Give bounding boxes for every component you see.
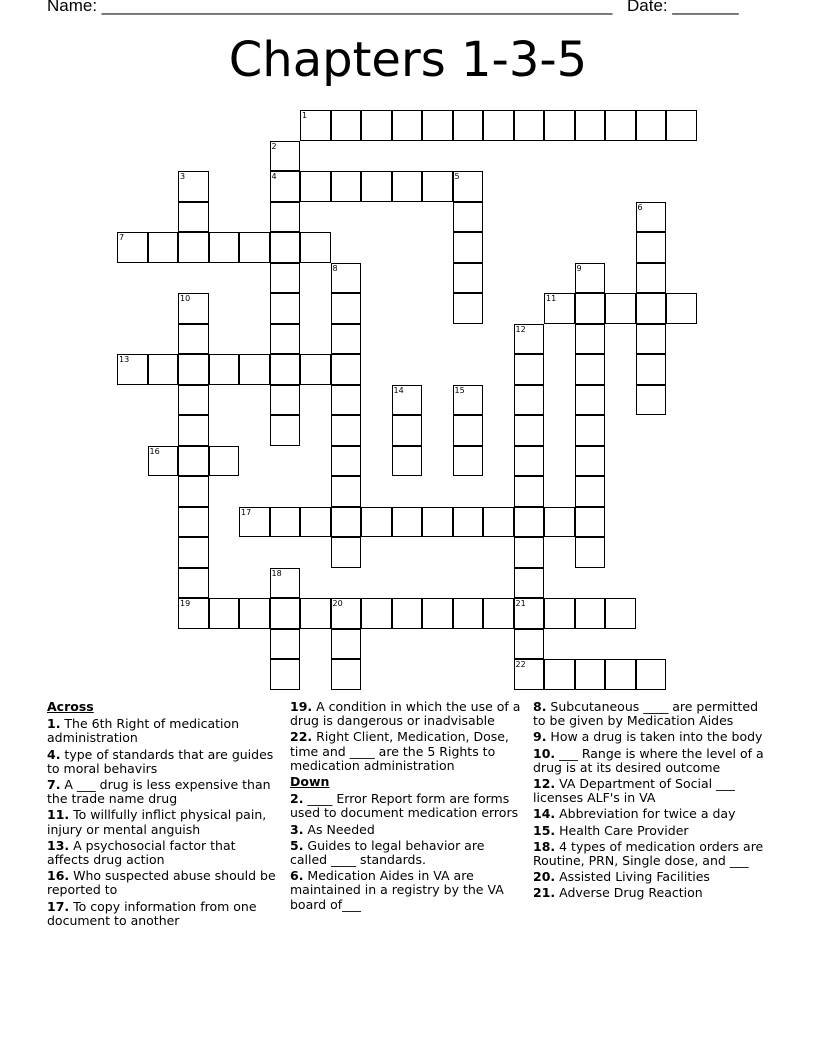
grid-cell[interactable] bbox=[453, 415, 484, 446]
grid-cell[interactable] bbox=[270, 598, 301, 629]
grid-cell[interactable] bbox=[575, 659, 606, 690]
clue-item-text: Assisted Living Facilities bbox=[555, 869, 710, 885]
clue-item-number: 22. bbox=[290, 729, 313, 745]
clue-item-number: 19. bbox=[290, 699, 313, 714]
grid-cell[interactable] bbox=[270, 324, 301, 355]
grid-cell[interactable] bbox=[270, 415, 301, 446]
grid-cell[interactable] bbox=[575, 385, 606, 416]
grid-cell[interactable] bbox=[361, 598, 392, 629]
grid-cell[interactable] bbox=[636, 293, 667, 324]
grid-cell[interactable] bbox=[270, 141, 301, 172]
grid-cell[interactable] bbox=[392, 110, 423, 141]
clue-item-text: Who suspected abuse should be reported to bbox=[47, 868, 276, 898]
clue-item bbox=[533, 824, 769, 838]
grid-cell[interactable] bbox=[331, 629, 362, 660]
grid-cell[interactable] bbox=[270, 629, 301, 660]
clue-item-text: VA Department of Social ___ licenses ALF's in VA bbox=[533, 776, 735, 806]
grid-cell[interactable] bbox=[636, 385, 667, 416]
clue-item-number: 17. bbox=[47, 898, 70, 914]
clue-item bbox=[290, 730, 522, 773]
grid-cell[interactable] bbox=[270, 568, 301, 599]
clue-item-text: To willfully inflict physical pain, injury or mental anguish bbox=[47, 807, 267, 837]
grid-cell[interactable] bbox=[300, 232, 331, 263]
clue-item-text: Subcutaneous ____ are permitted to be given by Medication Aides bbox=[533, 699, 759, 729]
clue-item-text: Right Client, Medication, Dose, time and ____ are the 5 Rights to medication administration bbox=[290, 729, 509, 773]
grid-cell[interactable] bbox=[636, 354, 667, 385]
clue-item-number: 5. bbox=[290, 837, 304, 853]
clue-item bbox=[47, 717, 279, 745]
grid-cell[interactable] bbox=[575, 507, 606, 538]
grid-cell[interactable] bbox=[666, 110, 697, 141]
grid-cell[interactable] bbox=[331, 537, 362, 568]
clue-number: 20 bbox=[332, 599, 343, 608]
grid-cell[interactable] bbox=[270, 354, 301, 385]
clue-item-text: A psychosocial factor that affects drug action bbox=[47, 837, 236, 868]
grid-cell[interactable] bbox=[148, 232, 179, 263]
grid-cell[interactable] bbox=[148, 354, 179, 385]
grid-cell[interactable] bbox=[117, 354, 148, 385]
grid-cell[interactable] bbox=[453, 507, 484, 538]
grid-cell[interactable] bbox=[453, 263, 484, 294]
grid-cell[interactable] bbox=[300, 171, 331, 202]
clue-number: 2 bbox=[271, 141, 277, 151]
grid-cell[interactable] bbox=[514, 598, 545, 629]
grid-cell[interactable] bbox=[270, 507, 301, 538]
grid-cell[interactable] bbox=[544, 507, 575, 538]
grid-cell[interactable] bbox=[178, 202, 209, 233]
grid-cell[interactable] bbox=[544, 598, 575, 629]
grid-cell[interactable] bbox=[575, 110, 606, 141]
clues-column-2 bbox=[290, 700, 522, 914]
grid-cell[interactable] bbox=[453, 232, 484, 263]
grid-cell[interactable] bbox=[178, 537, 209, 568]
grid-cell[interactable] bbox=[331, 385, 362, 416]
clue-number: 9 bbox=[576, 263, 582, 273]
clue-number: 17 bbox=[241, 507, 252, 517]
grid-cell[interactable] bbox=[270, 293, 301, 324]
grid-cell[interactable] bbox=[514, 324, 545, 355]
grid-cell[interactable] bbox=[239, 354, 270, 385]
clue-item bbox=[533, 886, 769, 900]
grid-cell[interactable] bbox=[636, 110, 667, 141]
grid-cell[interactable] bbox=[178, 232, 209, 263]
grid-cell[interactable] bbox=[239, 598, 270, 629]
grid-cell[interactable] bbox=[605, 598, 636, 629]
clue-item bbox=[533, 807, 769, 821]
grid-cell[interactable] bbox=[392, 385, 423, 416]
grid-cell[interactable] bbox=[636, 324, 667, 355]
grid-cell[interactable] bbox=[575, 293, 606, 324]
grid-cell[interactable] bbox=[178, 476, 209, 507]
clue-item-number: 18. bbox=[533, 838, 556, 854]
clue-item bbox=[290, 700, 522, 728]
grid-cell[interactable] bbox=[178, 385, 209, 416]
clue-item-number: 12. bbox=[533, 776, 556, 792]
clue-item bbox=[533, 777, 769, 805]
puzzle-title: Chapters 1-3-5 bbox=[228, 32, 588, 88]
grid-cell[interactable] bbox=[514, 354, 545, 385]
grid-cell[interactable] bbox=[575, 263, 606, 294]
clue-item-text: Guides to legal behavior are called ____ standards. bbox=[290, 837, 485, 868]
clue-number: 6 bbox=[637, 202, 643, 212]
clue-item-number: 11. bbox=[47, 807, 70, 823]
grid-cell[interactable] bbox=[483, 507, 514, 538]
grid-cell[interactable] bbox=[270, 171, 301, 202]
grid-cell[interactable] bbox=[483, 598, 514, 629]
clue-item-text: Abbreviation for twice a day bbox=[555, 806, 736, 822]
grid-cell[interactable] bbox=[575, 598, 606, 629]
grid-cell[interactable] bbox=[178, 293, 209, 324]
clue-item-number: 3. bbox=[290, 821, 304, 837]
clue-item-number: 1. bbox=[47, 716, 61, 732]
clue-number: 15 bbox=[454, 385, 465, 395]
grid-cell[interactable] bbox=[148, 446, 179, 477]
clue-item-text: Medication Aides in VA are maintained in a registry by the VA board of___ bbox=[290, 868, 504, 912]
grid-cell[interactable] bbox=[514, 629, 545, 660]
grid-cell[interactable] bbox=[514, 476, 545, 507]
grid-cell[interactable] bbox=[392, 446, 423, 477]
grid-cell[interactable] bbox=[453, 385, 484, 416]
grid-cell[interactable] bbox=[392, 507, 423, 538]
grid-cell[interactable] bbox=[300, 598, 331, 629]
clue-item-text: ___ Range is where the level of a drug is at its desired outcome bbox=[533, 745, 764, 775]
clue-number: 10 bbox=[180, 294, 191, 303]
grid-cell[interactable] bbox=[300, 507, 331, 538]
clue-item-number: 6. bbox=[290, 868, 304, 884]
grid-cell[interactable] bbox=[331, 110, 362, 141]
grid-cell[interactable] bbox=[636, 232, 667, 263]
clue-number: 3 bbox=[180, 172, 186, 181]
grid-cell[interactable] bbox=[605, 659, 636, 690]
grid-cell[interactable] bbox=[331, 446, 362, 477]
grid-cell[interactable] bbox=[361, 110, 392, 141]
clue-item-number: 15. bbox=[533, 822, 556, 838]
clue-item bbox=[47, 839, 279, 867]
clue-item-number: 14. bbox=[533, 806, 556, 822]
grid-cell[interactable] bbox=[178, 324, 209, 355]
grid-cell[interactable] bbox=[605, 293, 636, 324]
grid-cell[interactable] bbox=[575, 354, 606, 385]
grid-cell[interactable] bbox=[209, 232, 240, 263]
grid-cell[interactable] bbox=[575, 324, 606, 355]
grid-cell[interactable] bbox=[575, 537, 606, 568]
grid-cell[interactable] bbox=[392, 598, 423, 629]
grid-cell[interactable] bbox=[178, 598, 209, 629]
grid-cell[interactable] bbox=[178, 171, 209, 202]
grid-cell[interactable] bbox=[422, 110, 453, 141]
clue-item-number: 8. bbox=[533, 699, 547, 714]
grid-cell[interactable] bbox=[270, 263, 301, 294]
grid-cell[interactable] bbox=[514, 385, 545, 416]
clue-item bbox=[533, 700, 769, 728]
grid-cell[interactable] bbox=[514, 659, 545, 690]
grid-cell[interactable] bbox=[331, 171, 362, 202]
grid-cell[interactable] bbox=[605, 110, 636, 141]
grid-cell[interactable] bbox=[453, 202, 484, 233]
grid-cell[interactable] bbox=[178, 354, 209, 385]
grid-cell[interactable] bbox=[239, 232, 270, 263]
grid-cell[interactable] bbox=[331, 354, 362, 385]
clue-item bbox=[47, 778, 279, 806]
grid-cell[interactable] bbox=[453, 293, 484, 324]
grid-cell[interactable] bbox=[514, 507, 545, 538]
grid-cell[interactable] bbox=[636, 202, 667, 233]
clue-item-number: 20. bbox=[533, 869, 556, 885]
grid-cell[interactable] bbox=[300, 354, 331, 385]
clue-number: 19 bbox=[180, 599, 191, 608]
grid-cell[interactable] bbox=[178, 568, 209, 599]
grid-cell[interactable] bbox=[483, 110, 514, 141]
grid-cell[interactable] bbox=[453, 446, 484, 477]
clue-number: 11 bbox=[546, 294, 557, 303]
clue-number: 16 bbox=[149, 446, 160, 456]
clue-item bbox=[290, 839, 522, 867]
grid-cell[interactable] bbox=[422, 598, 453, 629]
grid-cell[interactable] bbox=[636, 263, 667, 294]
clue-number: 4 bbox=[271, 172, 277, 181]
grid-cell[interactable] bbox=[178, 415, 209, 446]
clue-item bbox=[533, 730, 769, 744]
clue-item-number: 9. bbox=[533, 729, 547, 745]
grid-cell[interactable] bbox=[544, 293, 575, 324]
clue-item bbox=[290, 792, 522, 820]
grid-cell[interactable] bbox=[331, 659, 362, 690]
across-heading: Across bbox=[47, 699, 94, 714]
clue-number: 14 bbox=[393, 385, 404, 395]
clue-number: 8 bbox=[332, 263, 338, 273]
grid-cell[interactable] bbox=[270, 385, 301, 416]
grid-cell[interactable] bbox=[544, 659, 575, 690]
clues-column-3 bbox=[533, 700, 769, 903]
grid-cell[interactable] bbox=[544, 110, 575, 141]
clue-item-number: 13. bbox=[47, 837, 70, 853]
grid-cell[interactable] bbox=[117, 232, 148, 263]
grid-cell[interactable] bbox=[575, 415, 606, 446]
grid-cell[interactable] bbox=[178, 507, 209, 538]
clue-number: 22 bbox=[515, 660, 526, 669]
clue-item-text: Health Care Provider bbox=[555, 822, 689, 838]
grid-cell[interactable] bbox=[331, 598, 362, 629]
grid-cell[interactable] bbox=[239, 507, 270, 538]
clue-item bbox=[533, 840, 769, 868]
clue-item-text: A condition in which the use of a drug is dangerous or inadvisable bbox=[290, 699, 521, 729]
grid-cell[interactable] bbox=[392, 415, 423, 446]
grid-cell[interactable] bbox=[270, 202, 301, 233]
clue-item-number: 2. bbox=[290, 791, 304, 807]
grid-cell[interactable] bbox=[514, 446, 545, 477]
grid-cell[interactable] bbox=[514, 110, 545, 141]
clue-item-text: A ___ drug is less expensive than the trade name drug bbox=[47, 777, 271, 807]
grid-cell[interactable] bbox=[392, 171, 423, 202]
grid-cell[interactable] bbox=[514, 568, 545, 599]
clue-item-text: 4 types of medication orders are Routine, PRN, Single dose, and ___ bbox=[533, 838, 764, 869]
grid-cell[interactable] bbox=[209, 354, 240, 385]
grid-cell[interactable] bbox=[575, 446, 606, 477]
grid-cell[interactable] bbox=[209, 446, 240, 477]
grid-cell[interactable] bbox=[575, 476, 606, 507]
clue-number: 18 bbox=[271, 568, 282, 578]
grid-cell[interactable] bbox=[331, 324, 362, 355]
clue-item-number: 10. bbox=[533, 745, 556, 761]
grid-cell[interactable] bbox=[331, 476, 362, 507]
grid-cell[interactable] bbox=[331, 507, 362, 538]
grid-cell[interactable] bbox=[514, 537, 545, 568]
clue-number: 5 bbox=[454, 172, 460, 181]
grid-cell[interactable] bbox=[514, 415, 545, 446]
grid-cell[interactable] bbox=[331, 415, 362, 446]
down-heading: Down bbox=[290, 774, 330, 790]
grid-cell[interactable] bbox=[453, 171, 484, 202]
clue-item-text: type of standards that are guides to moral behavirs bbox=[47, 746, 274, 776]
grid-cell[interactable] bbox=[270, 659, 301, 690]
clue-item-number: 21. bbox=[533, 885, 556, 901]
clue-item-text: How a drug is taken into the body bbox=[546, 729, 763, 745]
grid-cell[interactable] bbox=[422, 171, 453, 202]
grid-cell[interactable] bbox=[453, 110, 484, 141]
clue-item-number: 7. bbox=[47, 777, 61, 793]
clue-number: 1 bbox=[302, 111, 308, 120]
grid-cell[interactable] bbox=[300, 110, 331, 141]
clue-number: 21 bbox=[515, 599, 526, 608]
clue-number: 13 bbox=[119, 355, 130, 364]
grid-cell[interactable] bbox=[666, 293, 697, 324]
name-field-label: Name: ______________________________________________________ bbox=[47, 0, 613, 15]
clue-item bbox=[47, 869, 279, 897]
clue-item bbox=[47, 748, 279, 776]
clue-item bbox=[47, 808, 279, 836]
clue-number: 12 bbox=[515, 324, 526, 334]
clue-item-number: 4. bbox=[47, 746, 61, 762]
clue-item-text: To copy information from one document to another bbox=[47, 898, 257, 928]
clue-item-text: Adverse Drug Reaction bbox=[555, 885, 703, 901]
grid-cell[interactable] bbox=[422, 507, 453, 538]
grid-cell[interactable] bbox=[361, 507, 392, 538]
clue-item-text: ____ Error Report form are forms used to document medication errors bbox=[290, 791, 519, 821]
clue-item-text: As Needed bbox=[303, 821, 375, 837]
clue-number: 7 bbox=[119, 233, 125, 242]
grid-cell[interactable] bbox=[636, 659, 667, 690]
grid-cell[interactable] bbox=[331, 263, 362, 294]
grid-cell[interactable] bbox=[270, 232, 301, 263]
grid-cell[interactable] bbox=[209, 598, 240, 629]
date-field-label: Date: _______ bbox=[627, 0, 739, 15]
clue-item-number: 16. bbox=[47, 868, 70, 884]
clue-item bbox=[533, 747, 769, 775]
grid-cell[interactable] bbox=[178, 446, 209, 477]
clue-item-text: The 6th Right of medication administration bbox=[47, 716, 240, 746]
grid-cell[interactable] bbox=[361, 171, 392, 202]
grid-cell[interactable] bbox=[331, 293, 362, 324]
clue-item bbox=[533, 870, 769, 884]
clue-item bbox=[290, 823, 522, 837]
clues-column-1 bbox=[47, 700, 279, 930]
clue-item bbox=[290, 869, 522, 912]
grid-cell[interactable] bbox=[453, 598, 484, 629]
clue-item bbox=[47, 900, 279, 928]
